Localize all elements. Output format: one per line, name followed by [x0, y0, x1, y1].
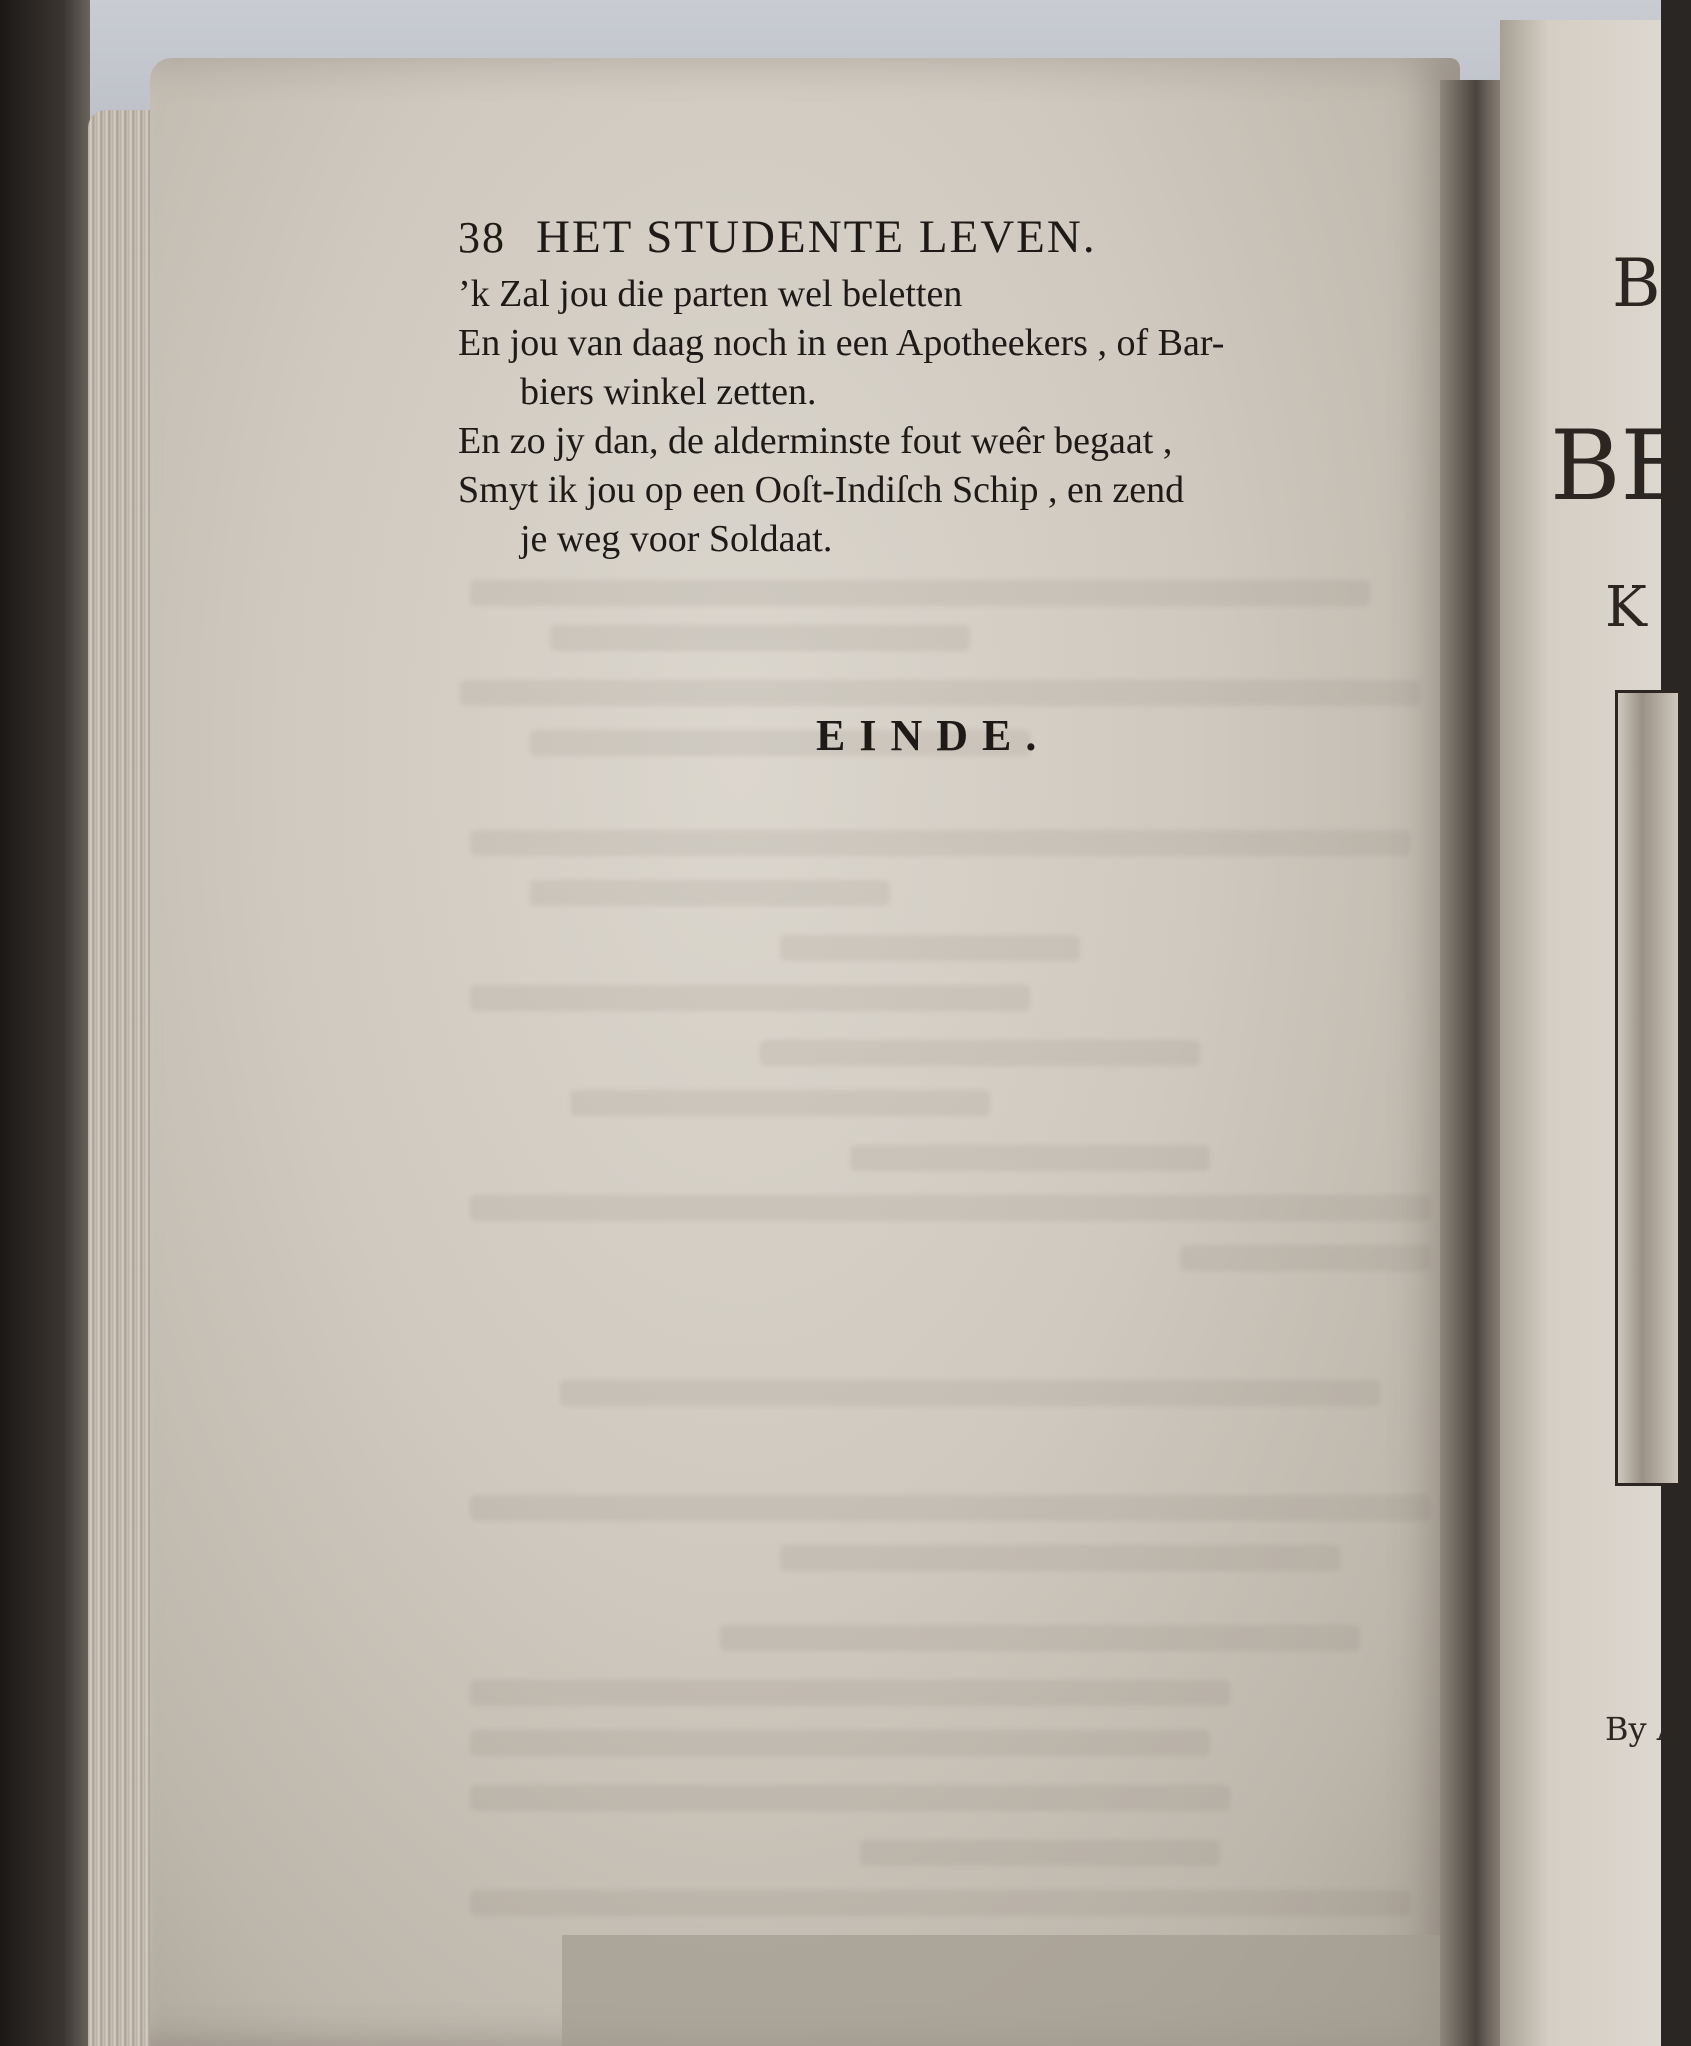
facing-title-fragment: BE	[1550, 410, 1691, 522]
page-bottom-patch	[562, 1935, 1462, 2046]
closing-word: EINDE.	[816, 711, 1051, 760]
facing-title-fragment: B	[1612, 245, 1661, 322]
verse-line: ’k Zal jou die parten wel beletten	[458, 273, 963, 315]
verse-line: Smyt ik jou op een Ooſt-Indiſch Schip , en zend	[458, 469, 1185, 511]
page-number: 38	[458, 213, 506, 262]
facing-imprint-fragment: By A	[1605, 1710, 1680, 1748]
running-title: HET STUDENTE LEVEN.	[536, 211, 1097, 263]
main-text	[458, 210, 1438, 564]
facing-title-fragment: K	[1605, 575, 1647, 640]
verse-line-continuation: je weg voor Soldaat.	[520, 518, 833, 560]
background-dark-left	[0, 0, 90, 2046]
verse-line: En jou van daag noch in een Apotheekers , of Bar-	[458, 322, 1225, 364]
running-head	[458, 210, 1438, 264]
facing-page-engraving	[1615, 690, 1678, 1486]
verse-line: En zo jy dan, de alderminste fout weêr begaat ,	[458, 420, 1173, 462]
verse-line-continuation: biers winkel zetten.	[520, 371, 817, 413]
